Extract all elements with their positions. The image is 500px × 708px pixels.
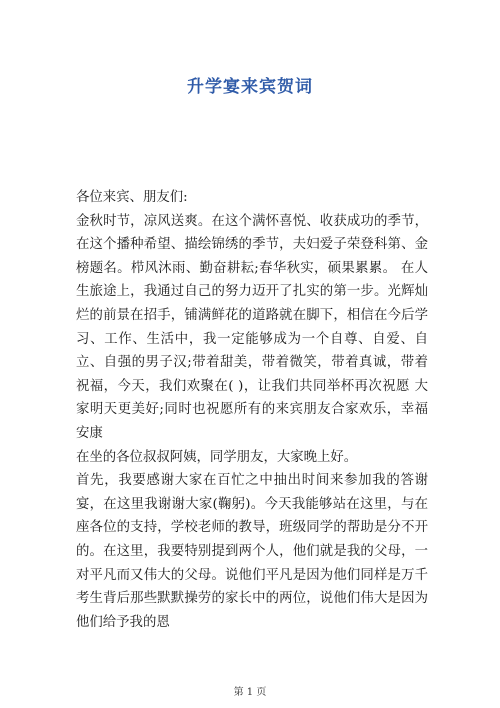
paragraph-address: 在坐的各位叔叔阿姨，同学朋友，大家晚上好。 [76, 449, 358, 465]
document-title: 升学宴来宾贺词 [187, 77, 313, 97]
paragraph-thanks: 首先，我要感谢大家在百忙之中抽出时间来参加我的答谢宴，在这里我谢谢大家(鞠躬)。今天我能够站在这里，与在座各位的支持，学校老师的教导，班级同学的帮助是分不开的。在这里，我要特别提到两个人，他们就是我的父母，一对平凡而又伟大的父母。说他们平凡是因为他们同样是万千考生背后那些默默操劳的家长中的两位，说他们伟大是因为他们给予我的恩 [76, 473, 428, 630]
paragraph-congratulation: 金秋时节，凉风送爽。在这个满怀喜悦、收获成功的季节，在这个播种希望、描绘锦绣的季节，夫妇爱子荣登科第、金榜题名。栉风沐雨、勤奋耕耘;春华秋实，硕果累累。 在人生旅途上，我通过自己的努力迈开了扎实的第一步。光辉灿烂的前景在招手，铺满鲜花的道路就在脚下，相信在今后学习、工作、生活中，我一定能够成为一个自尊、自爱、自立、自强的男子汉;带着甜美，带着微笑，带着真诚，带着祝福，今天，我们欢聚在( )，让我们共同举杯再次祝愿 大家明天更美好;同时也祝愿所有的来宾朋友合家欢乐，幸福安康 [76, 213, 428, 441]
document-body [76, 186, 428, 634]
page-number: 第 1 页 [233, 687, 267, 698]
paragraph-greeting: 各位来宾、朋友们: [76, 190, 188, 205]
